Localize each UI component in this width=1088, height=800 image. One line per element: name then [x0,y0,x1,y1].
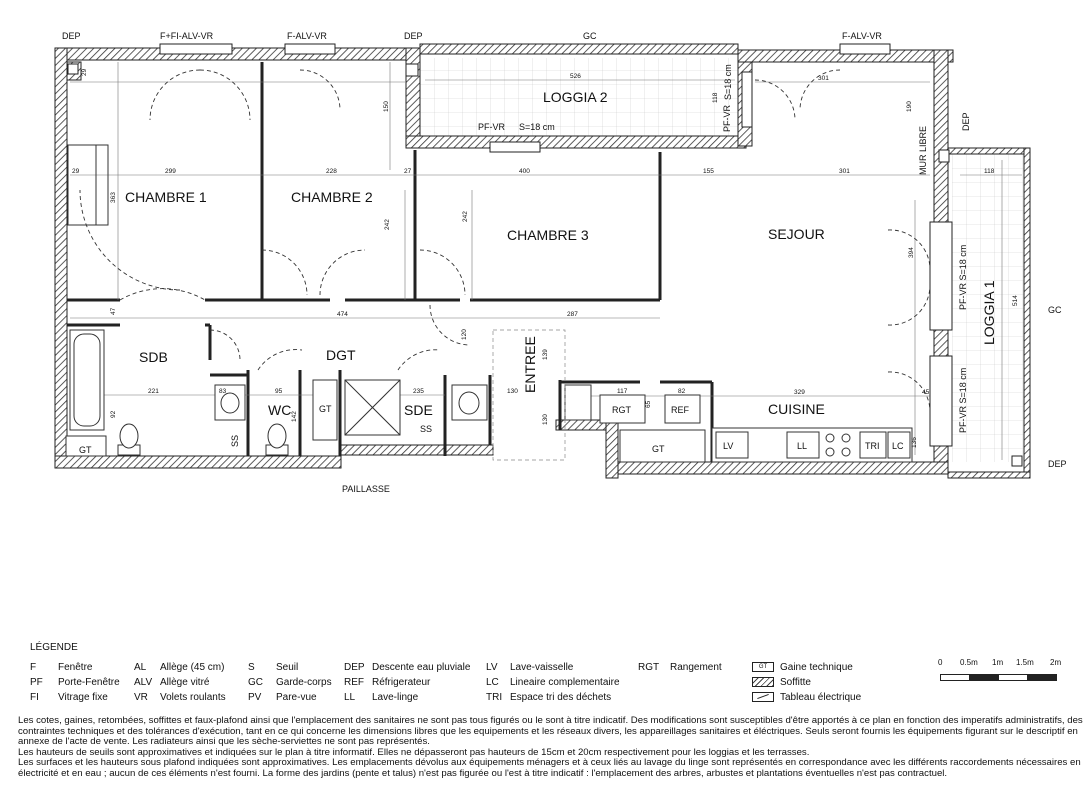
svg-text:242: 242 [462,211,469,222]
disclaimer-notes: Les cotes, gaines, retombées, soffittes et faux-plafond ainsi que l'emplacement des sanitaires ne sont pas tous figurés ou le sont à titre indicatif. Des modifications sont susceptibles d'être apportés à ce plan en fonction des imperatifs administratifs, des contraintes techniques et des tolérances d'exécution, tant en ce qui concerne les dimensions libres que les equipements et les réseaux divers, les appareillages sanitaires et éléctriques. Seuls seront fournis les équipements figurant sur le descriptif en annexe de l'acte de vente. Les radiateurs ainsi que les sèche-serviettes ne sont pas représentés. Les hauteurs de seuils sont approximatives et indiquées sur le plan à titre informatif. Elles ne dépasseront pas hauteurs de 15cm et 20cm respectivement pour les loggias et les terrasses. Les surfaces et les hauteurs sous plafond indiquées sont approximatives. Les emplacements dévolus aux équipements ménagers et à ceux liés au lavage du linge sont représentés en correspondance avec les différents raccordements nécessaires en électricité et en eau ; aucun de ces éléments n'est fourni. La forme des jardins (pente et talus) n'est pas figurée ou l'est à titre indicatif : l'emplacement des arbres, arbustes et plantations éventuelles n'est pas contractuel. [18,715,1083,779]
svg-text:DEP: DEP [62,31,81,41]
room-chambre-3: CHAMBRE 3 [507,227,589,243]
svg-text:PF-VR S=18 cm: PF-VR S=18 cm [958,244,968,310]
svg-text:526: 526 [570,73,581,80]
scale-bar: 0 0.5m 1m 1.5m 2m [940,658,1060,688]
gaine-symbol-icon: GT [752,662,774,672]
svg-text:235: 235 [413,388,424,395]
svg-text:474: 474 [337,311,348,318]
svg-text:RGT: RGT [612,405,631,415]
legend-col-5: LV Lave-vaisselle LC Lineaire complementaire TRI Espace tri des déchets [486,662,620,703]
room-chambre-1: CHAMBRE 1 [125,189,207,205]
legend-col-1: F Fenêtre PF Porte-Fenêtre FI Vitrage fixe [30,662,120,703]
svg-text:GC: GC [1048,305,1062,315]
legend-col-3: S Seuil GC Garde-corps PV Pare-vue [248,662,332,703]
room-cuisine: CUISINE [768,401,825,417]
legend-col-6: RGT Rangement [638,662,722,673]
svg-text:301: 301 [839,168,850,175]
svg-text:394: 394 [908,247,915,258]
room-loggia-1: LOGGIA 1 [981,280,997,345]
svg-text:S=18 cm: S=18 cm [723,64,733,100]
svg-text:DEP: DEP [404,31,423,41]
svg-text:118: 118 [712,92,719,103]
svg-text:45: 45 [922,389,930,396]
legend-col-2: AL Allège (45 cm) ALV Allège vitré VR Volets roulants [134,662,226,703]
svg-text:228: 228 [326,168,337,175]
svg-text:299: 299 [165,168,176,175]
svg-text:GT: GT [652,444,665,454]
svg-text:139: 139 [542,349,549,360]
svg-text:S=18 cm: S=18 cm [519,122,555,132]
svg-text:118: 118 [984,168,995,175]
svg-text:136: 136 [911,437,918,448]
svg-text:GT: GT [79,445,92,455]
svg-text:F+FI-ALV-VR: F+FI-ALV-VR [160,31,214,41]
svg-text:DEP: DEP [1048,459,1067,469]
svg-text:190: 190 [906,101,913,112]
svg-text:SS: SS [230,434,240,447]
room-sdb: SDB [139,349,168,365]
legend-title: LÉGENDE [30,642,78,653]
svg-text:150: 150 [383,101,390,112]
room-entree: ENTREE [522,336,538,393]
svg-text:301: 301 [818,75,829,82]
room-wc: WC [268,402,292,418]
svg-text:117: 117 [617,388,628,395]
svg-text:363: 363 [110,192,117,203]
svg-text:47: 47 [110,307,117,315]
svg-text:82: 82 [678,388,686,395]
svg-text:400: 400 [519,168,530,175]
legend-symbols: GT Gaine technique Soffitte Tableau électrique [752,660,861,705]
svg-text:92: 92 [110,410,117,418]
svg-text:F-ALV-VR: F-ALV-VR [842,31,882,41]
svg-text:TRI: TRI [865,441,880,451]
room-sde: SDE [404,402,433,418]
svg-text:REF: REF [671,405,689,415]
svg-text:LV: LV [723,441,734,451]
room-dgt: DGT [326,347,356,363]
bed [68,145,108,225]
svg-text:LC: LC [892,441,904,451]
svg-text:29: 29 [81,68,88,76]
svg-text:GC: GC [583,31,597,41]
svg-text:DEP: DEP [961,112,971,131]
svg-text:329: 329 [794,389,805,396]
svg-text:PAILLASSE: PAILLASSE [342,484,390,494]
svg-text:242: 242 [384,219,391,230]
svg-text:MUR LIBRE: MUR LIBRE [918,125,928,175]
svg-text:83: 83 [219,388,227,395]
svg-text:PF-VR: PF-VR [722,105,732,132]
room-sejour: SEJOUR [768,226,825,242]
svg-text:27: 27 [404,168,412,175]
legend-col-4: DEP Descente eau pluviale REF Réfrigerateur LL Lave-linge [344,662,471,703]
svg-text:221: 221 [148,388,159,395]
svg-text:120: 120 [461,329,468,340]
svg-text:130: 130 [507,388,518,395]
svg-text:130: 130 [542,414,549,425]
svg-text:95: 95 [275,388,283,395]
svg-text:155: 155 [703,168,714,175]
svg-text:SS: SS [420,424,433,434]
svg-text:29: 29 [72,168,80,175]
svg-text:GT: GT [319,404,332,414]
bathtub [70,330,104,430]
tableau-electrique-icon [752,692,774,702]
room-loggia-2: LOGGIA 2 [543,89,608,105]
room-chambre-2: CHAMBRE 2 [291,189,373,205]
svg-text:142: 142 [291,411,298,422]
svg-text:514: 514 [1012,295,1019,306]
svg-text:PF-VR S=18 cm: PF-VR S=18 cm [958,367,968,433]
svg-text:F-ALV-VR: F-ALV-VR [287,31,327,41]
svg-text:65: 65 [645,400,652,408]
soffitte-symbol-icon [752,677,774,687]
svg-text:287: 287 [567,311,578,318]
svg-text:LL: LL [797,441,808,451]
svg-text:PF-VR: PF-VR [478,122,505,132]
